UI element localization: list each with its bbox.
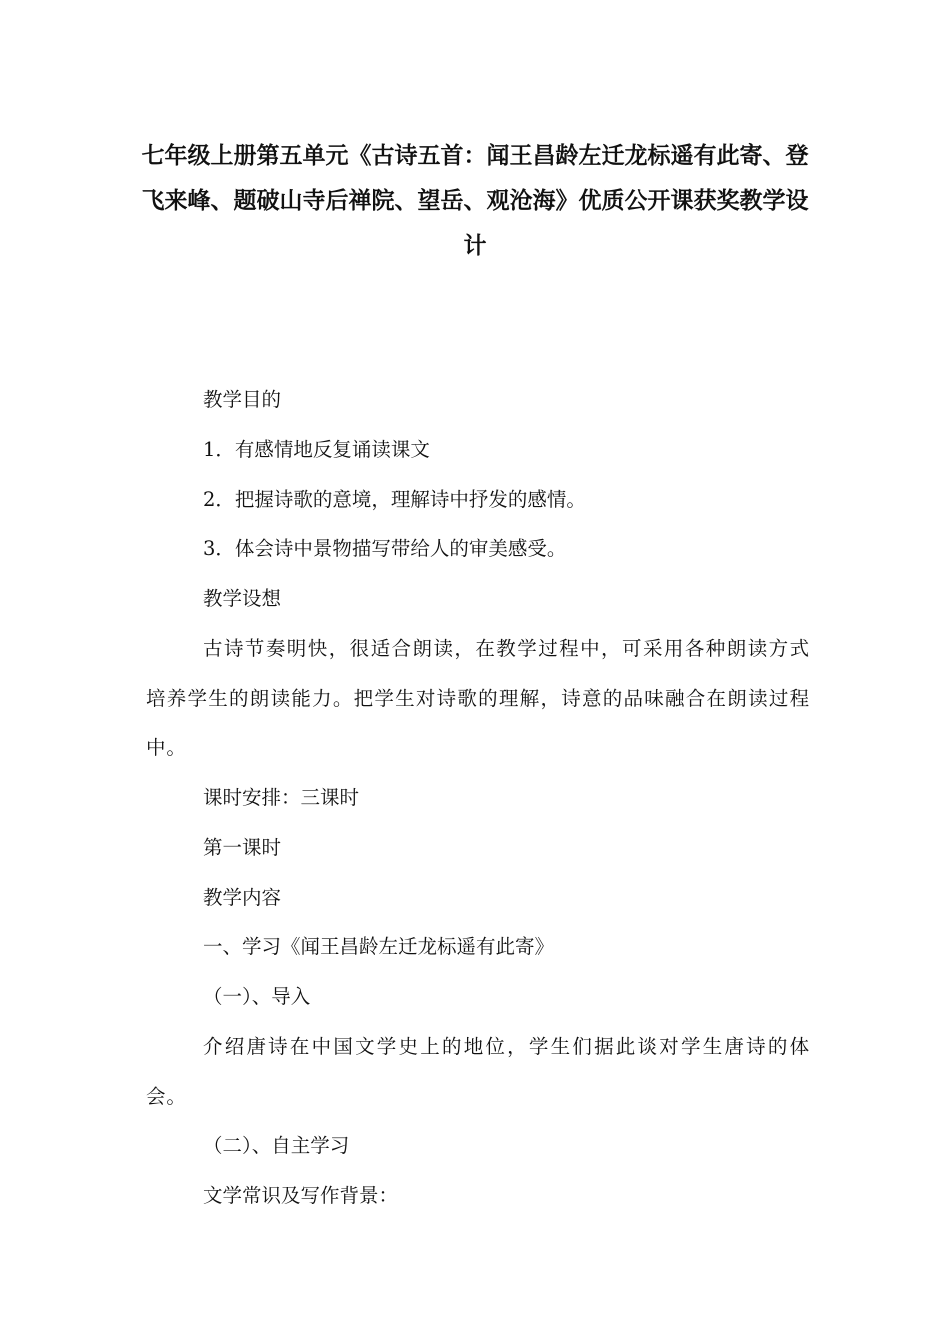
background-heading: 文学常识及写作背景： xyxy=(203,1184,399,1207)
part-one-heading: 一、学习《闻王昌龄左迁龙标遥有此寄》 xyxy=(203,935,555,958)
idea-heading: 教学设想 xyxy=(203,587,282,610)
schedule-line: 课时安排：三课时 xyxy=(203,786,360,809)
goal-item-1: 1．有感情地反复诵读课文 xyxy=(203,438,430,461)
document-title: 七年级上册第五单元《古诗五首：闻王昌龄左迁龙标遥有此寄、登飞来峰、题破山寺后禅院、望岳、观沧海》优质公开课获奖教学设计 xyxy=(141,143,809,259)
idea-paragraph: 古诗节奏明快，很适合朗读，在教学过程中，可采用各种朗读方式培养学生的朗读能力。把学生对诗歌的理解，诗意的品味融合在朗读过程中。 xyxy=(146,637,810,760)
content-heading: 教学内容 xyxy=(203,886,282,909)
step-one-heading: （一）、导入 xyxy=(203,985,311,1008)
goal-item-2: 2．把握诗歌的意境，理解诗中抒发的感情。 xyxy=(203,488,586,511)
step-one-paragraph: 介绍唐诗在中国文学史上的地位，学生们据此谈对学生唐诗的体会。 xyxy=(146,1035,810,1108)
lesson-one-heading: 第一课时 xyxy=(203,836,282,859)
step-two-heading: （二）、自主学习 xyxy=(203,1134,350,1157)
goal-item-3: 3．体会诗中景物描写带给人的审美感受。 xyxy=(203,537,567,560)
goal-heading: 教学目的 xyxy=(203,388,282,411)
